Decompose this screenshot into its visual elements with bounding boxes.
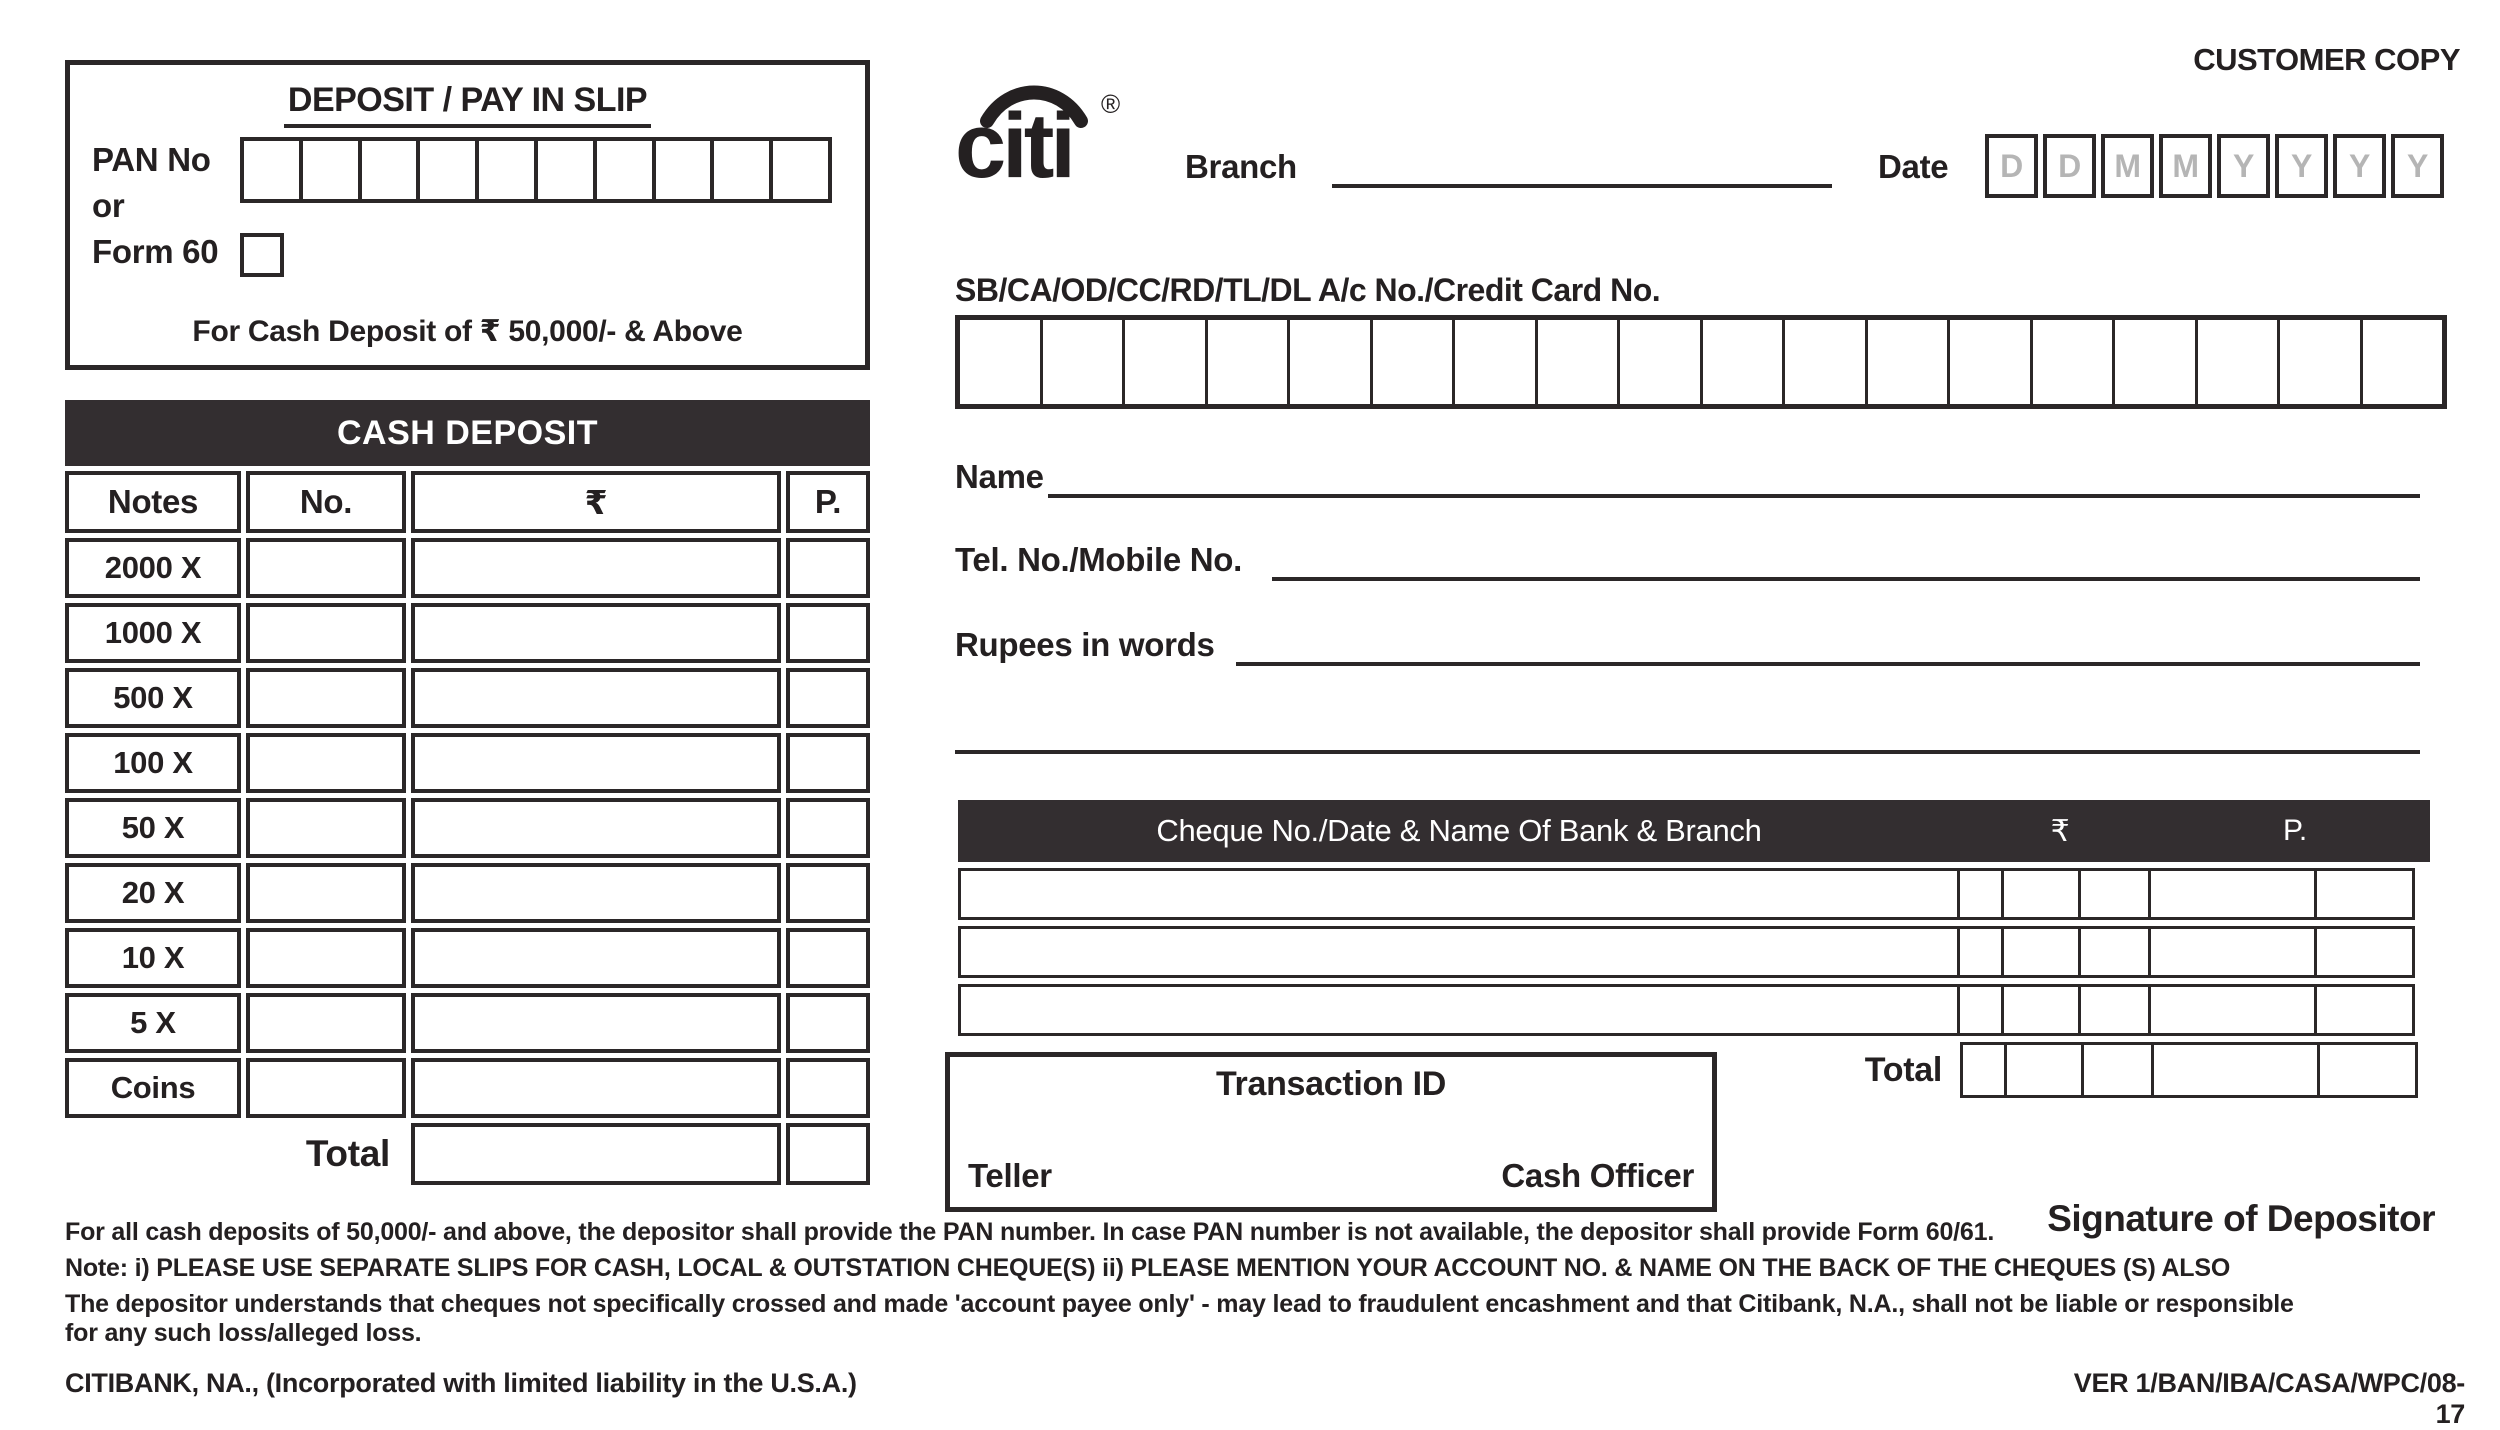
paise-cell[interactable] (786, 928, 870, 988)
paise-cell[interactable] (786, 993, 870, 1053)
cash-total-row (65, 1123, 870, 1185)
paise-cell[interactable] (786, 668, 870, 728)
form-version-code: VER 1/BAN/IBA/CASA/WPC/08-17 (2073, 1368, 2465, 1429)
branch-write-line[interactable] (1332, 184, 1832, 188)
branch-label: Branch (1185, 148, 1297, 185)
account-digit-cell[interactable] (1617, 320, 1700, 404)
cheque-header-paise: P. (2283, 814, 2307, 847)
cheque-table-body (958, 868, 2430, 1036)
cheque-total-cell[interactable] (1960, 1042, 2007, 1098)
cheque-total-cell[interactable] (2081, 1042, 2154, 1098)
rupees-write-line[interactable] (1236, 662, 2420, 666)
account-digit-cell[interactable] (1947, 320, 2030, 404)
cheque-amt-cell[interactable] (2001, 926, 2081, 978)
count-cell[interactable] (246, 928, 406, 988)
cheque-desc-cell[interactable] (958, 984, 1960, 1036)
cheque-total-label: Total (1864, 1050, 1942, 1089)
cash-table-header-row (65, 471, 870, 533)
cash-table-row (65, 603, 870, 663)
footer-line-3: The depositor understands that cheques not specifically crossed and made 'account payee only' - may lead to fraudulent encashment and that Citibank, N.A., shall not be liable or responsible (65, 1290, 2294, 1318)
paise-cell[interactable] (786, 733, 870, 793)
slip-title: DEPOSIT / PAY IN SLIP (70, 81, 865, 128)
count-cell[interactable] (246, 733, 406, 793)
account-digit-cell[interactable] (1287, 320, 1370, 404)
date-cell[interactable]: M (2159, 134, 2212, 198)
account-digit-cell[interactable] (2030, 320, 2113, 404)
paise-cell[interactable] (786, 1058, 870, 1118)
cheque-amt-cell[interactable] (1957, 926, 2004, 978)
cash-table-row (65, 798, 870, 858)
rupees-cell[interactable] (411, 798, 781, 858)
rupees-cell[interactable] (411, 733, 781, 793)
cheque-paise-cell[interactable] (2314, 926, 2415, 978)
cash-table-row (65, 993, 870, 1053)
account-digit-cell[interactable] (2360, 320, 2443, 404)
denomination-label: 50 X (65, 798, 241, 858)
cheque-amt-cell[interactable] (2001, 984, 2081, 1036)
date-label: Date (1878, 148, 1949, 185)
pan-digit-cell[interactable] (534, 141, 593, 199)
customer-copy-label: CUSTOMER COPY (2193, 42, 2460, 77)
svg-text:citi: citi (955, 95, 1072, 197)
rupees-cell[interactable] (411, 863, 781, 923)
date-cell[interactable]: Y (2333, 134, 2386, 198)
footer-notes (65, 1218, 2465, 1355)
cheque-total-cell[interactable] (2004, 1042, 2084, 1098)
denomination-label: 2000 X (65, 538, 241, 598)
cheque-total-cell[interactable] (2151, 1042, 2320, 1098)
account-digit-cell[interactable] (1700, 320, 1783, 404)
paise-cell[interactable] (786, 798, 870, 858)
cheque-amt-cell[interactable] (2148, 984, 2317, 1036)
citibank-incorporation-line: CITIBANK, NA., (Incorporated with limited liability in the U.S.A.) (65, 1368, 857, 1398)
cheque-paise-cell[interactable] (2314, 868, 2415, 920)
account-digit-cell[interactable] (2277, 320, 2360, 404)
date-cell[interactable]: D (1985, 134, 2038, 198)
cheque-amt-cell[interactable] (2001, 868, 2081, 920)
denomination-label: 20 X (65, 863, 241, 923)
cash-table-row (65, 668, 870, 728)
cheque-row (958, 926, 2430, 978)
col-header-notes: Notes (65, 471, 241, 533)
cheque-table-header (958, 800, 2430, 862)
denomination-label: 5 X (65, 993, 241, 1053)
account-digit-cell[interactable] (1452, 320, 1535, 404)
count-cell[interactable] (246, 1058, 406, 1118)
pan-digit-cell[interactable] (358, 141, 417, 199)
account-digit-cell[interactable] (1370, 320, 1453, 404)
pan-digit-cell[interactable] (710, 141, 769, 199)
pan-digit-cell[interactable] (416, 141, 475, 199)
date-cell[interactable]: Y (2217, 134, 2270, 198)
rupees-cell[interactable] (411, 928, 781, 988)
cheque-row (958, 868, 2430, 920)
col-header-rupee: ₹ (411, 471, 781, 533)
name-write-line[interactable] (1048, 494, 2420, 498)
paise-cell[interactable] (786, 863, 870, 923)
rupees-cell[interactable] (411, 668, 781, 728)
denomination-label: 1000 X (65, 603, 241, 663)
cheque-amt-cell[interactable] (2148, 868, 2317, 920)
footer-line-4: for any such loss/alleged loss. (65, 1319, 422, 1347)
account-digit-cell[interactable] (1122, 320, 1205, 404)
paise-cell[interactable] (786, 603, 870, 663)
cash-table-row (65, 863, 870, 923)
account-number-label: SB/CA/OD/CC/RD/TL/DL A/c No./Credit Card No. (955, 272, 1661, 308)
count-cell[interactable] (246, 538, 406, 598)
cash-table-row (65, 928, 870, 988)
account-digit-cell[interactable] (1865, 320, 1948, 404)
svg-text:®: ® (1101, 89, 1120, 119)
date-cell[interactable]: Y (2391, 134, 2444, 198)
cheque-header-rupee: ₹ (2050, 814, 2070, 848)
pan-labels (92, 137, 218, 275)
rupees-cell[interactable] (411, 993, 781, 1053)
date-cell[interactable]: M (2101, 134, 2154, 198)
cheque-desc-cell[interactable] (958, 868, 1960, 920)
denomination-label: 10 X (65, 928, 241, 988)
footer-line-2: Note: i) PLEASE USE SEPARATE SLIPS FOR CASH, LOCAL & OUTSTATION CHEQUE(S) ii) PLEASE MENTION YOUR ACCOUNT NO. & NAME ON THE BACK OF THE CHEQUES (S) ALSO (65, 1254, 2231, 1282)
form60-checkbox[interactable] (240, 233, 284, 277)
cash-officer-label: Cash Officer (1501, 1157, 1694, 1194)
account-digit-cell[interactable] (960, 320, 1040, 404)
cheque-paise-cell[interactable] (2314, 984, 2415, 1036)
or-label: or (92, 187, 125, 224)
pan-digit-cell[interactable] (244, 141, 299, 199)
paise-cell[interactable] (786, 538, 870, 598)
cheque-desc-cell[interactable] (958, 926, 1960, 978)
date-cell[interactable]: Y (2275, 134, 2328, 198)
form60-label: Form 60 (92, 233, 219, 270)
rupees-continuation-line[interactable] (955, 750, 2420, 754)
cash-total-paise-cell[interactable] (786, 1123, 870, 1185)
transaction-id-label: Transaction ID (1215, 1065, 1447, 1103)
cheque-total-paise-cell[interactable] (2317, 1042, 2418, 1098)
count-cell[interactable] (246, 863, 406, 923)
tel-label: Tel. No./Mobile No. (955, 541, 1243, 578)
rupees-cell[interactable] (411, 1058, 781, 1118)
rupees-cell[interactable] (411, 538, 781, 598)
cash-total-label: Total (305, 1133, 390, 1174)
date-cells (1985, 134, 2444, 198)
cash-table-row (65, 733, 870, 793)
denomination-label: Coins (65, 1058, 241, 1118)
denomination-label: 100 X (65, 733, 241, 793)
account-digit-cell[interactable] (1205, 320, 1288, 404)
cash-table-row (65, 1058, 870, 1118)
date-cell[interactable]: D (2043, 134, 2096, 198)
citi-logo (955, 75, 1140, 205)
account-digit-cell[interactable] (2112, 320, 2195, 404)
cash-total-rupees-cell[interactable] (411, 1123, 781, 1185)
denomination-label: 500 X (65, 668, 241, 728)
cash-deposit-note: For Cash Deposit of ₹ 50,000/- & Above (192, 315, 743, 348)
cash-table-title: CASH DEPOSIT (65, 400, 870, 466)
cash-table-body (65, 538, 870, 1118)
signature-of-depositor-label: Signature of Depositor (2047, 1198, 2435, 1239)
transaction-id-box (945, 1052, 1717, 1212)
pan-digit-cell[interactable] (769, 141, 828, 199)
cheque-row (958, 984, 2430, 1036)
cash-table-row (65, 538, 870, 598)
account-digit-cell[interactable] (2195, 320, 2278, 404)
cash-deposit-table (65, 400, 870, 1185)
count-cell[interactable] (246, 993, 406, 1053)
cheque-amt-cell[interactable] (2078, 926, 2151, 978)
pan-label: PAN No (92, 141, 211, 178)
rupees-cell[interactable] (411, 603, 781, 663)
teller-label: Teller (968, 1157, 1052, 1194)
cheque-amt-cell[interactable] (2078, 868, 2151, 920)
tel-write-line[interactable] (1272, 577, 2420, 581)
cheque-header-desc: Cheque No./Date & Name Of Bank & Branch (1156, 813, 1762, 848)
deposit-slip-box (65, 60, 870, 370)
account-number-cells (955, 315, 2447, 409)
col-header-paise: P. (786, 471, 870, 533)
count-cell[interactable] (246, 798, 406, 858)
count-cell[interactable] (246, 603, 406, 663)
pan-number-cells (240, 137, 832, 203)
pan-digit-cell[interactable] (593, 141, 652, 199)
cheque-amt-cell[interactable] (2148, 926, 2317, 978)
citi-logo-svg (955, 75, 1140, 200)
cheque-amt-cell[interactable] (2078, 984, 2151, 1036)
account-digit-cell[interactable] (1040, 320, 1123, 404)
account-digit-cell[interactable] (1782, 320, 1865, 404)
account-digit-cell[interactable] (1535, 320, 1618, 404)
col-header-no: No. (246, 471, 406, 533)
rupees-in-words-label: Rupees in words (955, 626, 1215, 663)
pan-digit-cell[interactable] (299, 141, 358, 199)
pan-digit-cell[interactable] (475, 141, 534, 199)
name-label: Name (955, 458, 1044, 495)
cheque-amt-cell[interactable] (1957, 984, 2004, 1036)
cheque-amt-cell[interactable] (1957, 868, 2004, 920)
footer-line-1: For all cash deposits of 50,000/- and above, the depositor shall provide the PAN number. In case PAN number is not available, the depositor shall provide Form 60/61. (65, 1218, 1995, 1246)
count-cell[interactable] (246, 668, 406, 728)
pan-digit-cell[interactable] (652, 141, 711, 199)
